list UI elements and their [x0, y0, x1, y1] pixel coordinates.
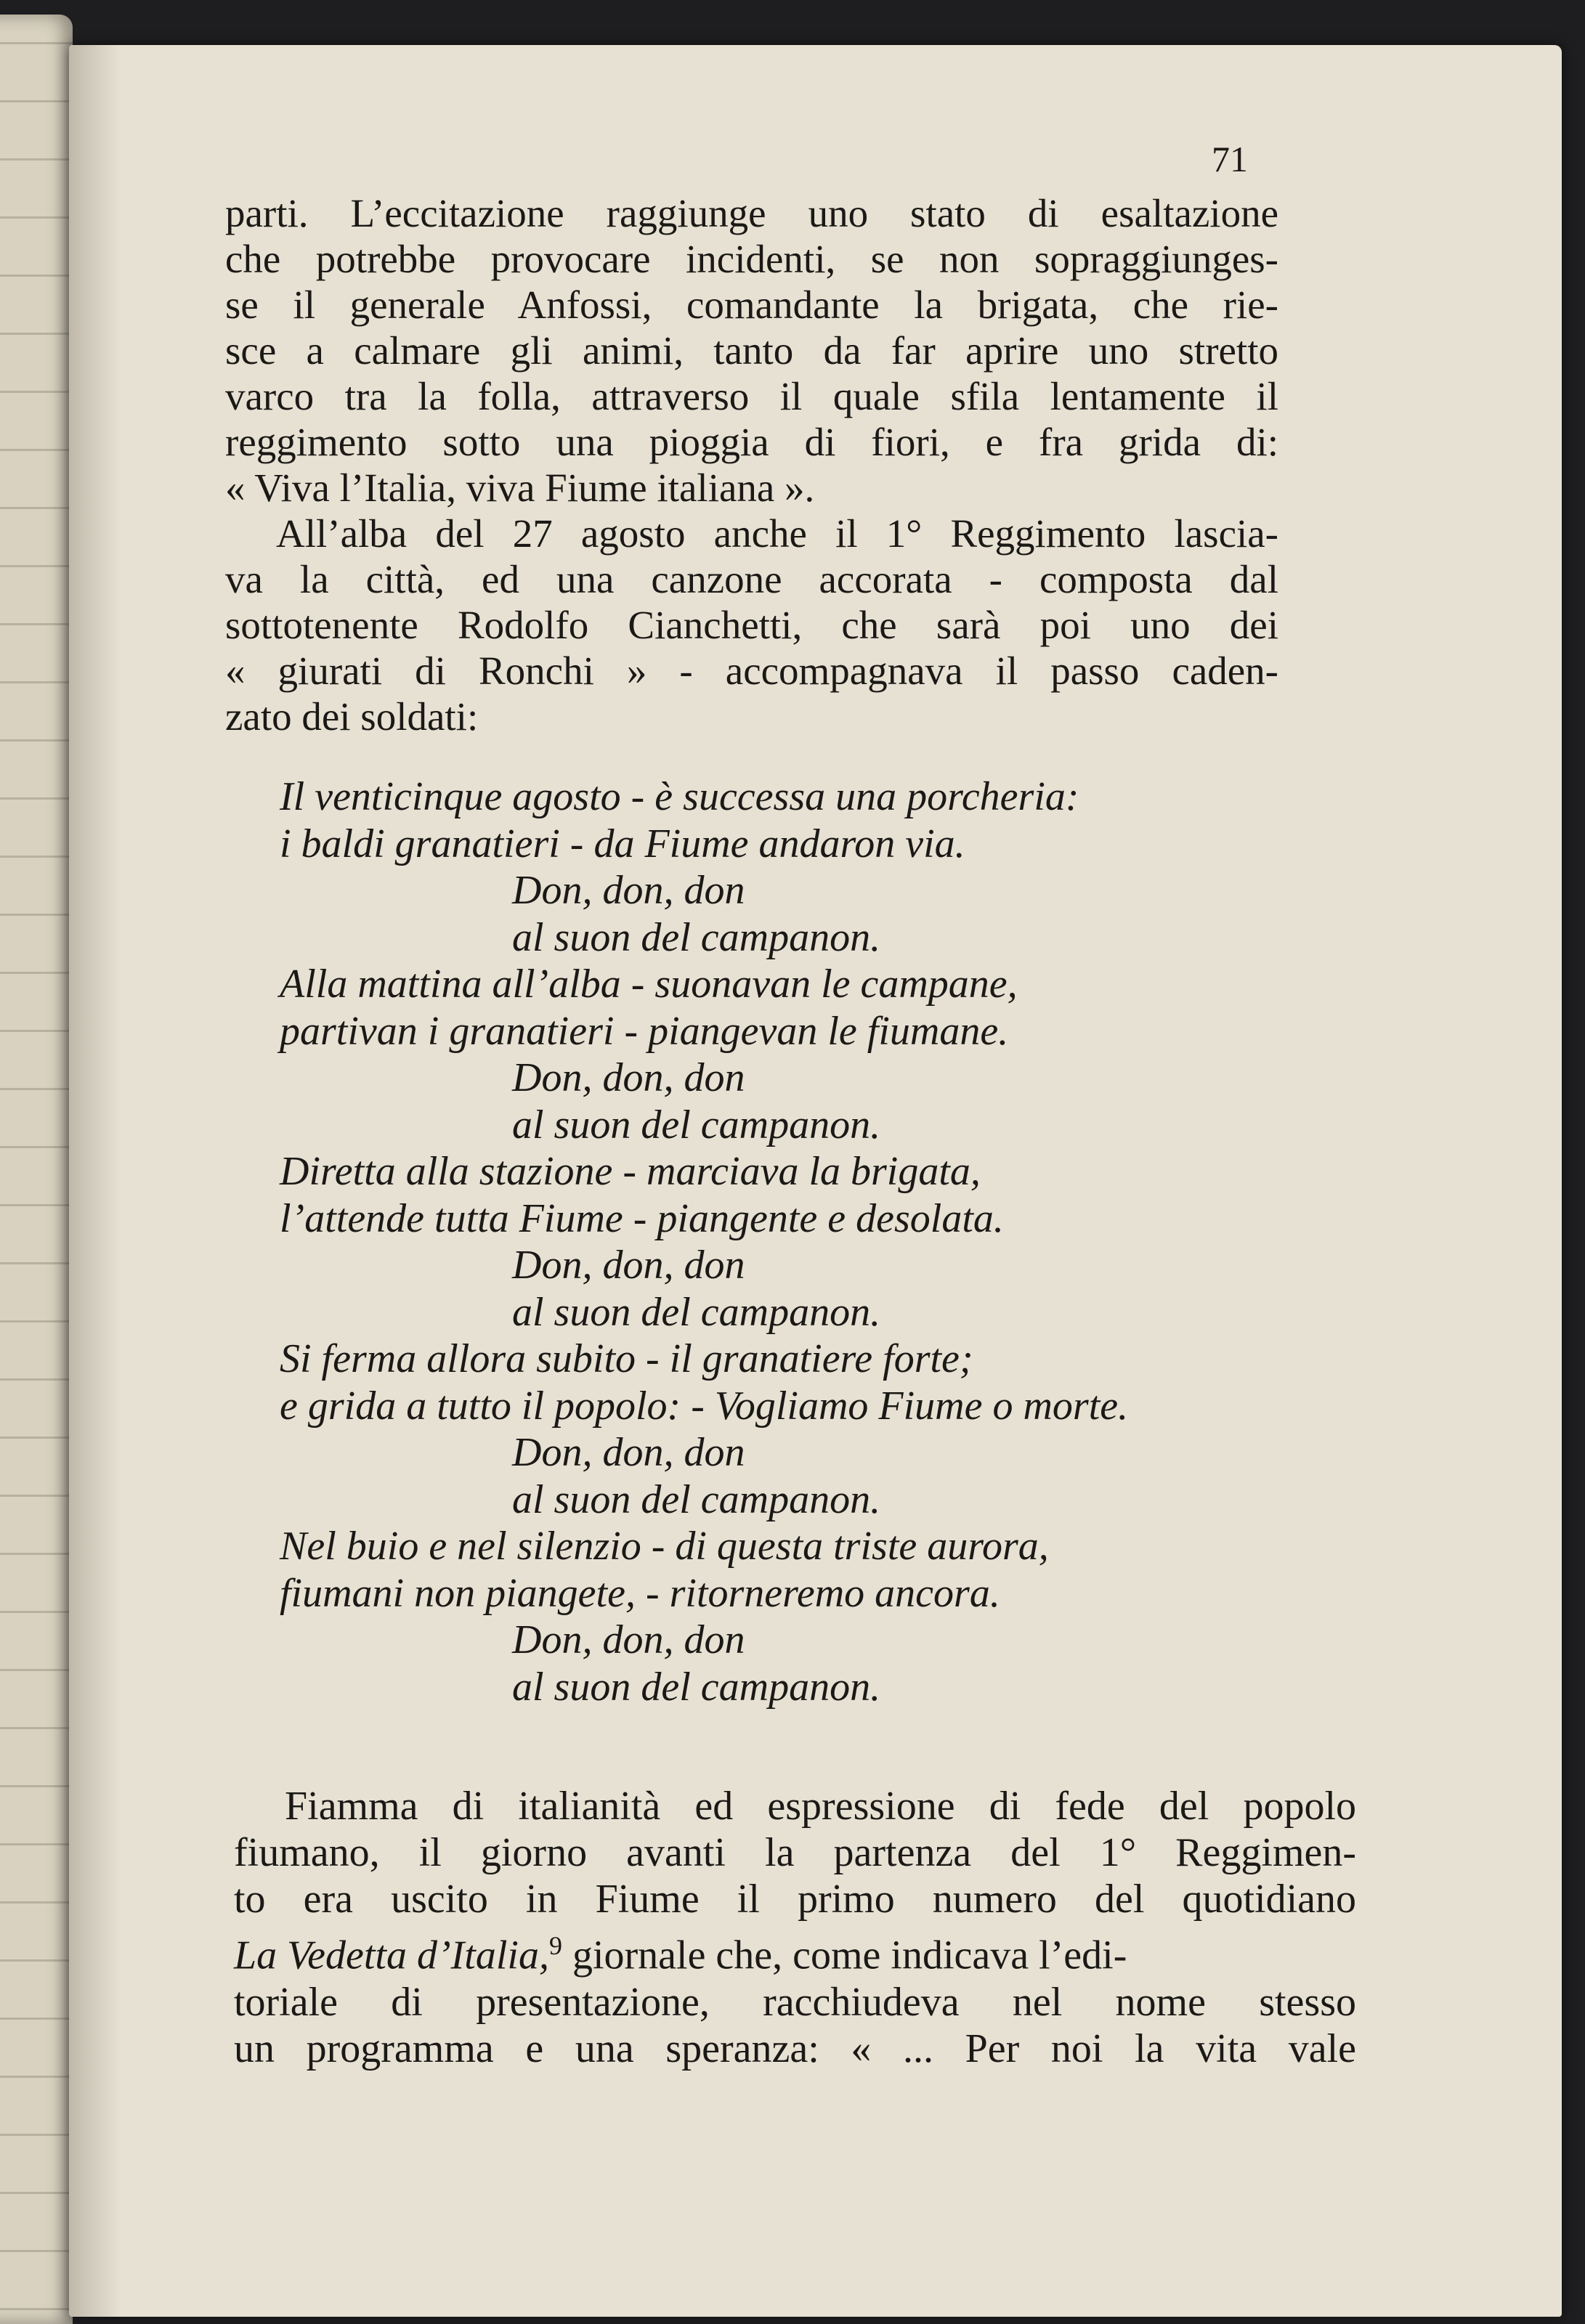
poem-line: Il venticinque agosto - è successa una porcheria: [280, 774, 1079, 819]
song-lyrics [280, 773, 1311, 1710]
poem-line: e grida a tutto il popolo: - Vogliamo Fiume o morte. [280, 1383, 1129, 1429]
poem-line: Si ferma allora subito - il granatiere forte; [280, 1336, 973, 1381]
text-line: reggimento sotto una pioggia di fiori, e fra grida di: [225, 420, 1278, 464]
text-line: sce a calmare gli animi, tanto da far aprire uno stretto [225, 328, 1278, 373]
poem-line: l’attende tutta Fiume - piangente e desolata. [280, 1195, 1004, 1241]
poem-refrain: Don, don, don [512, 1243, 745, 1288]
spine-shadow [69, 45, 120, 2317]
text-line: « giurati di Ronchi » - accompagnava il passo caden- [225, 649, 1278, 693]
text-line: varco tra la folla, attraverso il quale sfila lentamente il [225, 374, 1278, 418]
poem-line: fiumani non piangete, - ritorneremo ancora. [280, 1570, 1000, 1616]
text-line: un programma e una speranza: « ... Per noi la vita vale [234, 2026, 1356, 2071]
text-line: to era uscito in Fiume il primo numero del quotidiano [234, 1877, 1356, 1922]
newspaper-title: La Vedetta d’Italia, [234, 1933, 549, 1978]
text-line: All’alba del 27 agosto anche il 1° Reggimento lascia- [276, 511, 1278, 556]
poem-refrain: al suon del campanon. [512, 914, 881, 960]
page-number: 71 [1212, 139, 1248, 179]
text-fragment: giornale che, come indicava l’edi- [562, 1933, 1127, 1978]
body-text-bottom [234, 1783, 1356, 2072]
poem-refrain: al suon del campanon. [512, 1102, 881, 1147]
poem-line: Diretta alla stazione - marciava la brigata, [280, 1149, 981, 1194]
text-line: « Viva l’Italia, viva Fiume italiana ». [225, 466, 815, 510]
poem-refrain: Don, don, don [512, 1617, 745, 1662]
text-line: zato dei soldati: [225, 694, 479, 739]
text-line: Fiamma di italianità ed espressione di fede del popolo [285, 1784, 1356, 1829]
text-line: se il generale Anfossi, comandante la brigata, che rie- [225, 283, 1278, 327]
text-line: fiumano, il giorno avanti la partenza del 1° Reggimen- [234, 1830, 1356, 1875]
body-text-top [225, 190, 1278, 739]
poem-refrain: al suon del campanon. [512, 1289, 881, 1335]
text-line-with-footnote [234, 1922, 1356, 1979]
poem-line: Nel buio e nel silenzio - di questa triste aurora, [280, 1524, 1049, 1569]
text-line: parti. L’eccitazione raggiunge uno stato di esaltazione [225, 191, 1278, 235]
poem-line: partivan i granatieri - piangevan le fiumane. [280, 1008, 1009, 1054]
poem-line: Alla mattina all’alba - suonavan le campane, [280, 962, 1018, 1007]
facing-page-text-fragments [0, 15, 73, 2324]
text-line: toriale di presentazione, racchiudeva nel nome stesso [234, 1979, 1356, 2025]
poem-line: i baldi granatieri - da Fiume andaron via. [280, 821, 965, 866]
poem-refrain: al suon del campanon. [512, 1664, 881, 1710]
poem-refrain: Don, don, don [512, 1430, 745, 1475]
text-line: sottotenente Rodolfo Cianchetti, che sarà poi uno dei [225, 603, 1278, 647]
poem-refrain: al suon del campanon. [512, 1476, 881, 1522]
footnote-marker[interactable]: 9 [548, 1931, 562, 1960]
text-line: che potrebbe provocare incidenti, se non sopraggiunges- [225, 237, 1278, 281]
text-line: va la città, ed una canzone accorata - composta dal [225, 557, 1278, 601]
poem-refrain: Don, don, don [512, 1055, 745, 1100]
facing-page-edge [0, 15, 73, 2324]
poem-refrain: Don, don, don [512, 868, 745, 913]
